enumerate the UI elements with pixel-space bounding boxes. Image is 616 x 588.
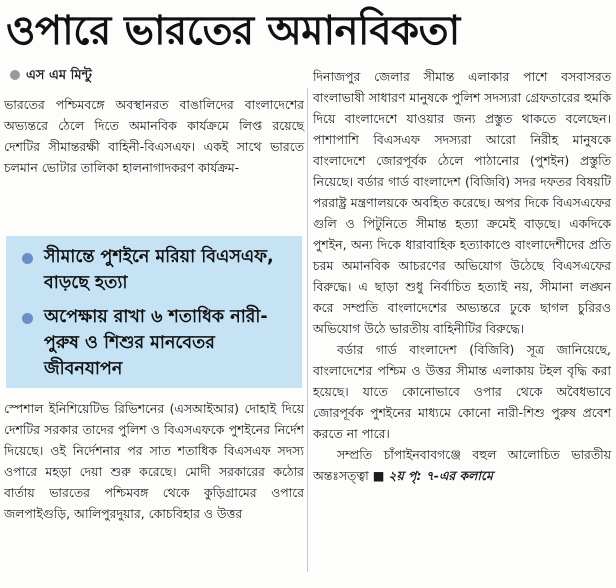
- body-paragraph: দিনাজপুর জেলার সীমান্ত এলাকার পাশে বসবাসরত বাংলাভাষী সাধারণ মানুষকে পুলিশ সদস্যরা গ্রেফতারের হুমকি দিয়ে বাংলাদেশে যাওয়ার জন্য প্রস্তুত থাকতে বলেছেন। পাশাপাশি বিএসএফ সদস্যরা আরো নিরীহ মানুষকে বাংলাদেশে জোরপূর্বক ঠেলে পাঠানোর (পুশইন) প্রস্তুতি নিয়েছে। বর্ডার গার্ড বাংলাদেশ (বিজিবি) সদর দফতর বিষয়টি পররাষ্ট্র মন্ত্রণালয়কে অবহিত করেছে। অপর দিকে বিএসএফের গুলি ও পিটুনিতে সীমান্ত হত্যা ক্রমেই বাড়ছে। একদিকে পুশইন, অন্য দিকে ধারাবাহিক হত্যাকাণ্ডে বাংলাদেশীদের প্রতি চরম অমানবিক আচরণের অভিযোগ উঠেছে বিএসএফের বিরুদ্ধে। এ ছাড়া শুধু নির্বাচিত হত্যাই নয়, সীমানা লঙ্ঘন করে সম্প্রতি বাংলাদেশের অভ্যন্তরে ঢুকে ছাগল চুরিরও অভিযোগ উঠে ভারতীয় বাহিনীটির বিরুদ্ধে।: [313, 69, 611, 336]
- byline: [10, 66, 92, 87]
- right-column: [313, 66, 611, 486]
- left-column-top: [4, 94, 304, 178]
- highlight-text: সীমান্তে পুশইনে মরিয়া বিএসএফ, বাড়ছে হত্যা: [44, 247, 274, 293]
- highlight-text: অপেক্ষায় রাখা ৬ শতাধিক নারী-পুরুষ ও শিশুর মানবেতর জীবনযাপন: [44, 307, 268, 379]
- square-icon: ■: [372, 468, 385, 483]
- body-paragraph: স্পেশাল ইনিশিয়েটিভ রিভিশনের (এসআইআর) দোহাই দিয়ে দেশটির সরকার তাদের পুলিশ ও বিএসএফকে পুশইনের নির্দেশ দিয়েছে। ওই নির্দেশনার পর সাত শতাধিক বিএসএফ সদস্য ওপারে মহড়া দেয়া শুরু করেছে। মোদী সরকারের কঠোর বার্তায় ভারতের পশ্চিমবঙ্গ থেকে কুড়িগ্রামের ওপারে জলপাইগুড়ি, আলিপুরদুয়ার, কোচবিহার ও উত্তর: [4, 401, 304, 521]
- byline-bullet-icon: [10, 70, 20, 80]
- headline: ওপারে ভারতের অমানবিকতা: [6, 8, 460, 54]
- highlight-box: [6, 236, 302, 388]
- byline-text: এস এম মিন্টু: [26, 68, 92, 83]
- column-divider: [307, 88, 308, 572]
- left-column-bottom: [4, 398, 304, 524]
- highlight-item: [20, 244, 296, 296]
- intro-paragraph: ভারতের পশ্চিমবঙ্গে অবস্থানরত বাঙালিদের বাংলাদেশের অভ্যন্তরে ঠেলে দিতে অমানবিক কার্যক্রমে লিপ্ত রয়েছে দেশটির সীমান্তরক্ষী বাহিনী-বিএসএফ। একই সাথে ভারতে চলমান ভোটার তালিকা হালনাগাদকরণ কার্যক্রম-: [4, 97, 304, 175]
- continued-label: ২য় পৃ: ৭-এর কলামে: [388, 468, 493, 483]
- bullet-icon: [22, 253, 33, 264]
- last-paragraph-text: সম্প্রতি চাঁপাইনবাবগঞ্জে বহুল আলোচিত ভারতীয় অন্তঃসত্ত্বা: [313, 447, 611, 483]
- highlight-item: [20, 304, 296, 382]
- body-paragraph: বর্ডার গার্ড বাংলাদেশ (বিজিবি) সূত্র জানিয়েছে, বাংলাদেশের পশ্চিম ও উত্তর সীমান্ত এলাকায় টহল বৃদ্ধি করা হয়েছে। যাতে কোনোভাবে ওপার থেকে অবৈধভাবে জোরপূর্বক পুশইনের মাধ্যমে কোনো নারী-শিশু পুরুষ প্রবেশ করতে না পারে।: [313, 342, 611, 441]
- bullet-icon: [22, 313, 33, 324]
- body-paragraph: [313, 444, 611, 486]
